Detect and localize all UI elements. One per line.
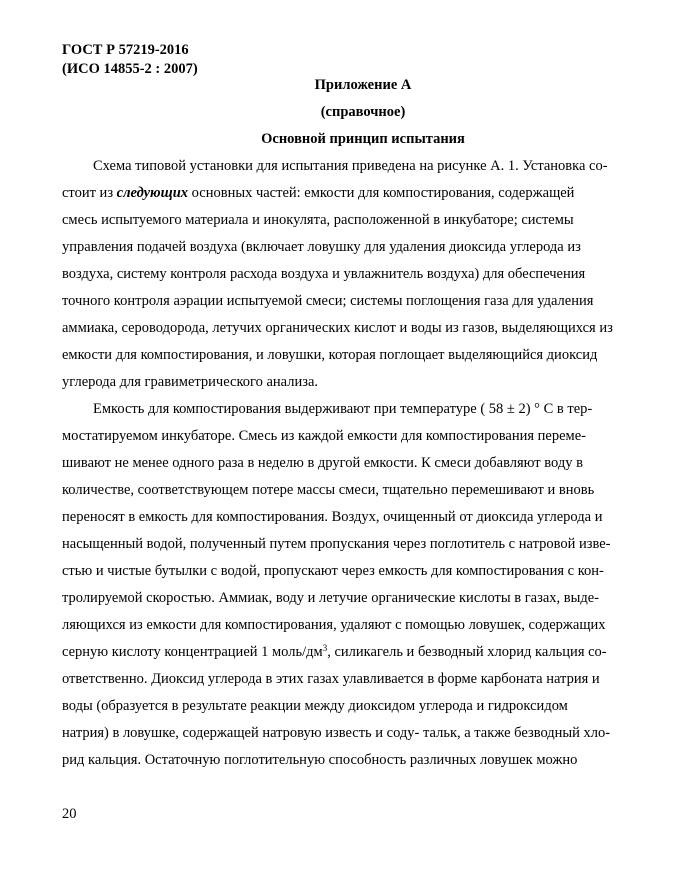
text-line: смесь испытуемого материала и инокулята, расположенной в инкубаторе; системы [62,212,574,228]
text-line: углерода для гравиметрического анализа. [62,374,319,390]
text-line: серную кислоту концентрацией 1 моль/$дм^3$, силикагель и безводный хлорид кальция со- [62,643,607,660]
emphasized-word: следующих [116,185,189,201]
iso-reference: (ИСО 14855-2 : 2007) [62,61,198,77]
text-line: рид кальция. Остаточную поглотительную способность различных ловушек можно [62,752,578,768]
text-line: воздуха, систему контроля расхода воздуха и увлажнитель воздуха) для обеспечения [62,266,586,282]
page-number: 20 [62,806,77,822]
text-line: шивают не менее одного раза в неделю в другой емкости. К смеси добавляют воду в [62,455,583,471]
text-line: точного контроля аэрации испытуемой смеси; системы поглощения газа для удаления [62,293,594,309]
text-line: стью и чистые бутылки с водой, пропускают через емкость для компостирования с кон- [62,563,604,579]
text-line: Емкость для компостирования выдерживают при температуре ( 58 ± 2) ° С в тер- [93,401,593,417]
text-line: емкости для компостирования, и ловушки, которая поглощает выделяющийся диоксид [62,347,598,363]
text-line: натрия) в ловушке, содержащей натровую известь и соду- тальк, а также безводный хло- [62,725,611,741]
appendix-title: Приложение А [314,77,412,93]
text-line: количестве, соответствующем потере массы смеси, тщательно перемешивают и вновь [62,482,595,498]
text-line: мостатируемом инкубаторе. Смесь из каждой емкости для компостирования переме- [62,428,586,444]
text-line: переносят в емкость для компостирования. Воздух, очищенный от диоксида углерода и [62,509,603,525]
section-heading: Основной принцип испытания [261,131,465,147]
standard-number: ГОСТ Р 57219-2016 [62,42,189,58]
text-line: тролируемой скоростью. Аммиак, воду и летучие органические кислоты в газах, выде- [62,590,599,606]
document-header [62,41,198,79]
text-line: стоит из следующих основных частей: емкости для компостирования, содержащей [62,185,575,201]
superscript: 3 [322,643,328,653]
text-line: воды (образуется в результате реакции между диоксидом углерода и гидроксидом [62,698,568,714]
text-line: аммиака, сероводорода, летучих органических кислот и воды из газов, выделяющихся из [62,320,613,336]
text-line: ляющихся из емкости для компостирования, удаляют с помощью ловушек, содержащих [62,617,606,633]
text-line: управления подачей воздуха (включает ловушку для удаления диоксида углерода из [62,239,581,255]
text-line: насыщенный водой, полученный путем пропускания через поглотитель с натровой изве- [62,536,611,552]
appendix-kind: (справочное) [320,104,406,120]
text-line: ответственно. Диоксид углерода в этих газах улавливается в форме карбоната натрия и [62,671,600,687]
text-line: Схема типовой установки для испытания приведена на рисунке А. 1. Установка со- [93,158,608,174]
